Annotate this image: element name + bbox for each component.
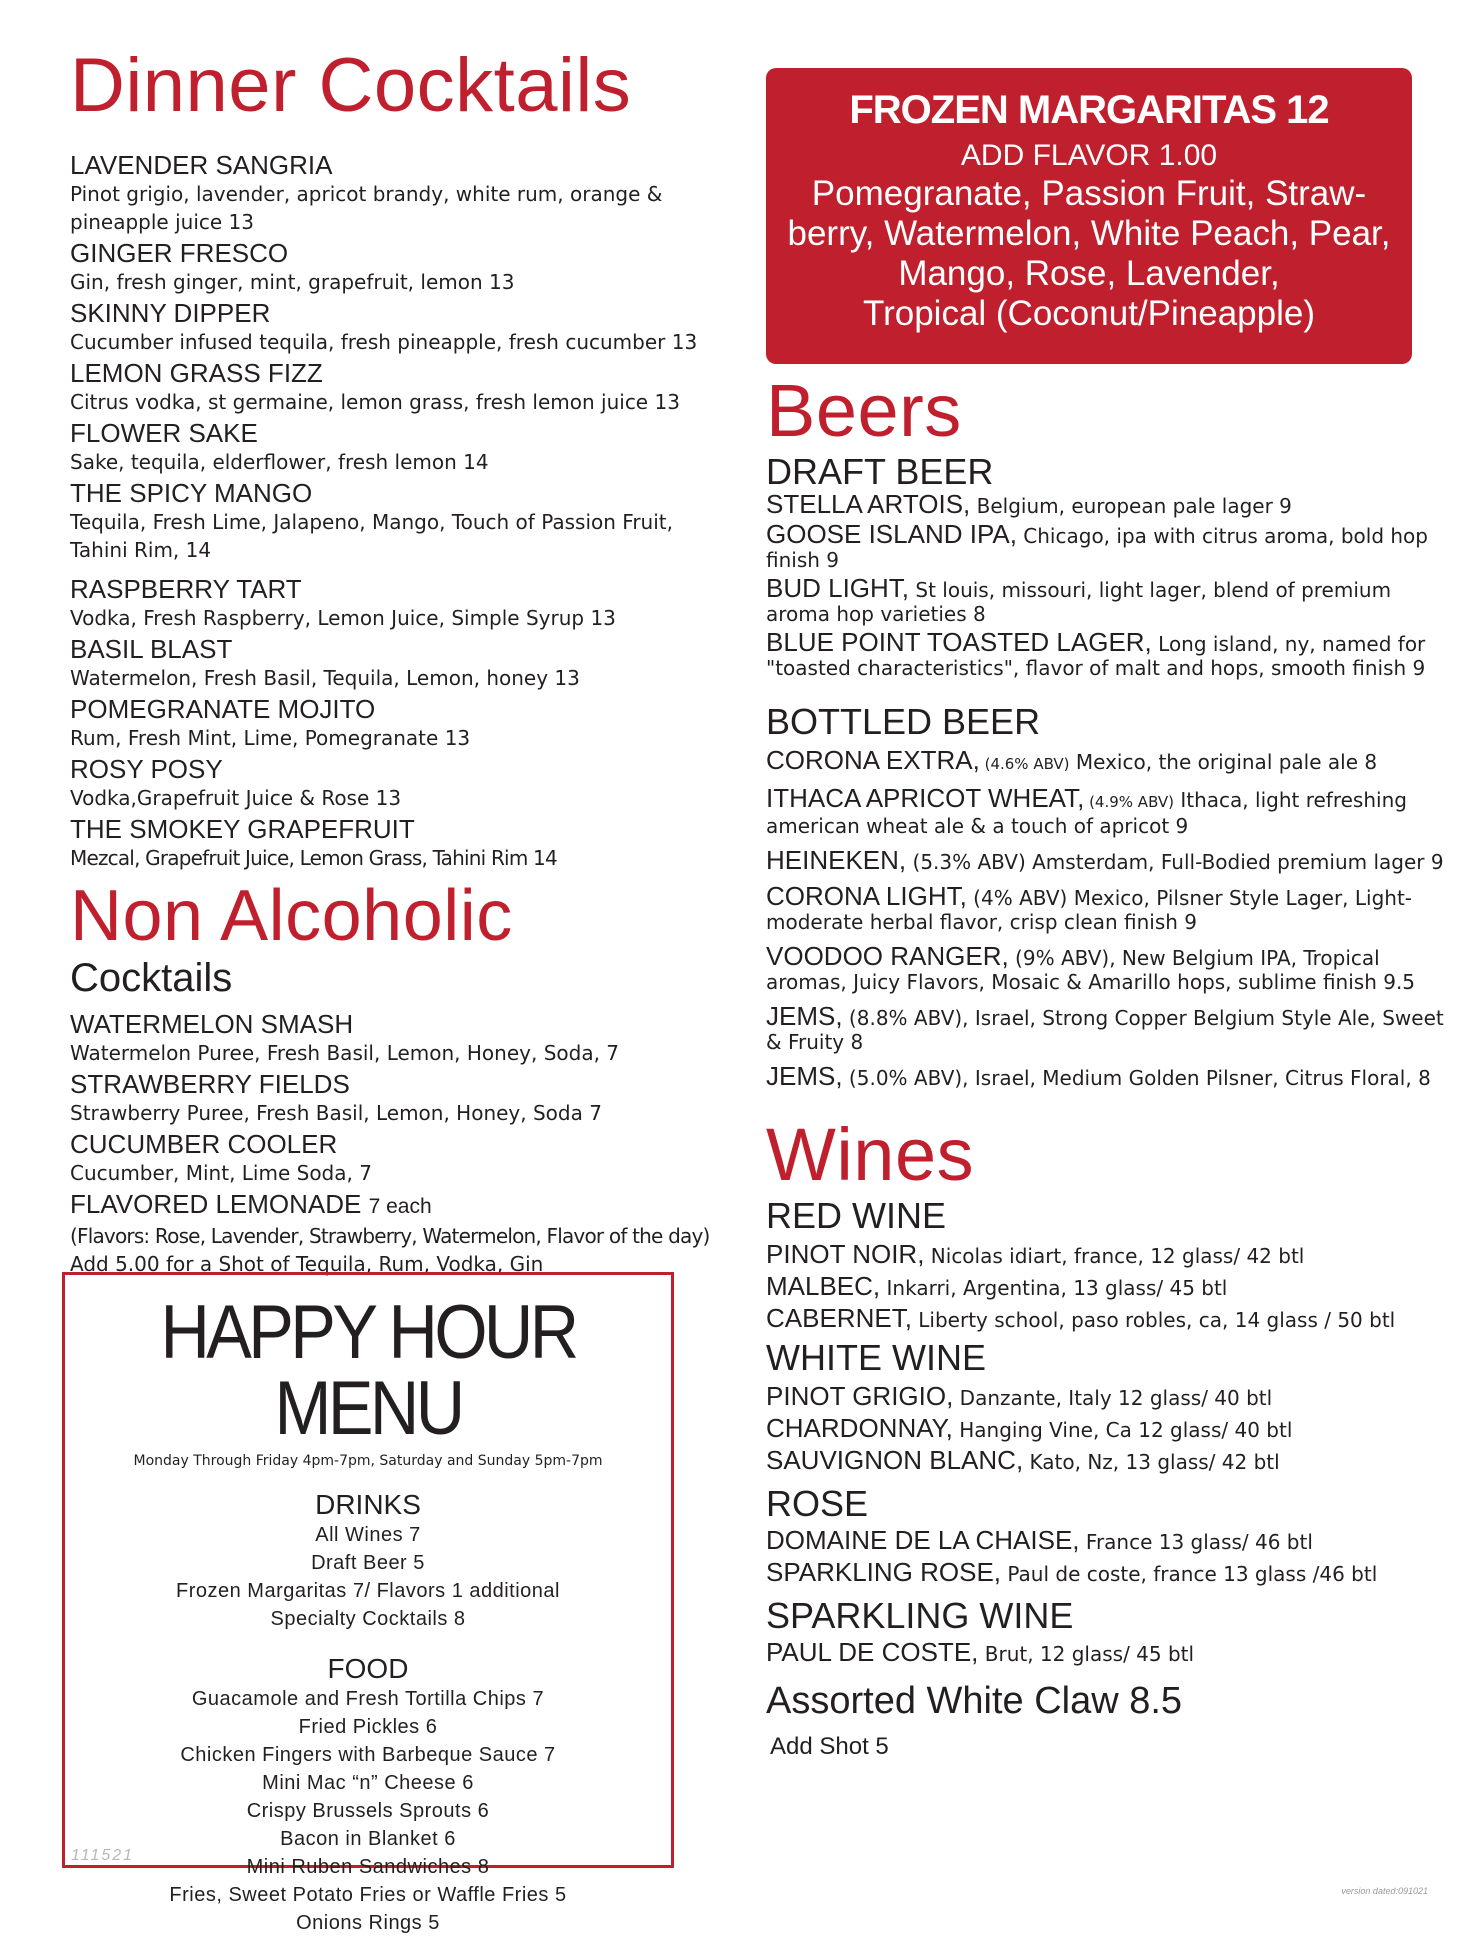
item-name: VOODOO RANGER, bbox=[766, 941, 1009, 971]
item-name: STRAWBERRY FIELDS bbox=[70, 1069, 350, 1099]
item-desc: Ithaca, light refreshing american wheat ale & a touch of apricot 9 bbox=[766, 788, 1407, 838]
item-name: ITHACA APRICOT WHEAT, bbox=[766, 783, 1085, 813]
item-desc: (8.8% ABV), Israel, Strong Copper Belgium Style Ale, Sweet & Fruity 8 bbox=[766, 1006, 1444, 1054]
item-desc: Vodka,Grapefruit Juice & Rose 13 bbox=[70, 786, 402, 810]
item-name: GOOSE ISLAND IPA, bbox=[766, 519, 1017, 549]
cocktail-item bbox=[70, 418, 710, 476]
frozen-add-flavor: ADD FLAVOR 1.00 bbox=[960, 139, 1218, 172]
cocktail-item bbox=[70, 358, 710, 416]
wine-item bbox=[766, 1557, 1456, 1587]
item-desc: (4% ABV) Mexico, Pilsner Style Lager, Light-moderate herbal flavor, crisp clean finish 9 bbox=[766, 886, 1413, 934]
item-desc: Cucumber infused tequila, fresh pineapple, fresh cucumber 13 bbox=[70, 330, 698, 354]
item-name: BLUE POINT TOASTED LAGER, bbox=[766, 627, 1152, 657]
drinks-heading: DRINKS bbox=[315, 1489, 421, 1520]
item-name: GINGER FRESCO bbox=[70, 238, 289, 268]
menu-code: 111521 bbox=[71, 1847, 135, 1864]
item-name: HEINEKEN, bbox=[766, 845, 907, 875]
cocktail-item bbox=[70, 298, 710, 356]
dinner-cocktails-heading: Dinner Cocktails bbox=[70, 43, 632, 128]
red-wine-list bbox=[766, 1239, 1456, 1333]
hh-drink-item: All Wines 7 bbox=[315, 1524, 421, 1546]
rose-heading: ROSE bbox=[766, 1483, 869, 1524]
hh-food-item: Guacamole and Fresh Tortilla Chips 7 bbox=[191, 1688, 545, 1710]
item-name: SKINNY DIPPER bbox=[70, 298, 271, 328]
frozen-title: FROZEN MARGARITAS 12 bbox=[849, 88, 1329, 132]
item-desc: (9% ABV), New Belgium IPA, Tropical aromas, Juicy Flavors, Mosaic & Amarillo hops, sublime finish 9.5 bbox=[766, 946, 1416, 994]
wine-item bbox=[766, 1637, 1456, 1667]
happy-hour-title: HAPPY HOUR MENU bbox=[160, 1290, 576, 1451]
beer-item bbox=[766, 941, 1456, 994]
item-desc: Gin, fresh ginger, mint, grapefruit, lemon 13 bbox=[70, 270, 515, 294]
item-desc: Nicolas idiart, france, 12 glass/ 42 btl bbox=[924, 1244, 1305, 1268]
mocktail-item bbox=[70, 1009, 710, 1067]
item-name: PAUL DE COSTE, bbox=[766, 1637, 979, 1667]
item-name: MALBEC, bbox=[766, 1271, 881, 1301]
item-desc: Sake, tequila, elderflower, fresh lemon 14 bbox=[70, 450, 489, 474]
cocktail-item bbox=[70, 478, 710, 564]
item-desc: Paul de coste, france 13 glass /46 btl bbox=[1001, 1562, 1378, 1586]
beer-item bbox=[766, 519, 1456, 572]
cocktail-item bbox=[70, 694, 710, 752]
item-name: JEMS, bbox=[766, 1001, 843, 1031]
wines-heading: Wines bbox=[766, 1113, 975, 1196]
draft-beer-heading: DRAFT BEER bbox=[766, 451, 994, 492]
sparkling-wine-heading: SPARKLING WINE bbox=[766, 1595, 1074, 1636]
add-shot-note: Add Shot 5 bbox=[770, 1733, 889, 1760]
wine-item bbox=[766, 1303, 1456, 1333]
happy-hour-schedule: Monday Through Friday 4pm-7pm, Saturday and Sunday 5pm-7pm bbox=[133, 1453, 603, 1469]
non-alcoholic-heading: Non Alcoholic bbox=[70, 876, 513, 956]
rose-list bbox=[766, 1525, 1456, 1587]
wine-item bbox=[766, 1239, 1456, 1269]
item-desc: Inkarri, Argentina, 13 glass/ 45 btl bbox=[880, 1276, 1228, 1300]
item-desc: Belgium, european pale lager 9 bbox=[970, 494, 1292, 518]
version-note: version dated:091021 bbox=[1341, 1886, 1428, 1896]
item-desc: Vodka, Fresh Raspberry, Lemon Juice, Simple Syrup 13 bbox=[70, 606, 616, 630]
item-name: LAVENDER SANGRIA bbox=[70, 150, 333, 180]
beer-item bbox=[766, 745, 1456, 776]
item-name: THE SMOKEY GRAPEFRUIT bbox=[70, 814, 415, 844]
item-desc: Mezcal, Grapefruit Juice, Lemon Grass, Tahini Rim 14 bbox=[70, 846, 557, 870]
red-wine-heading: RED WINE bbox=[766, 1195, 946, 1236]
item-desc: Citrus vodka, st germaine, lemon grass, fresh lemon juice 13 bbox=[70, 390, 680, 414]
beer-item bbox=[766, 489, 1456, 519]
item-abv: (4.6% ABV) bbox=[979, 755, 1070, 773]
item-name: CORONA LIGHT, bbox=[766, 881, 967, 911]
item-desc: Rum, Fresh Mint, Lime, Pomegranate 13 bbox=[70, 726, 471, 750]
item-desc: Brut, 12 glass/ 45 btl bbox=[978, 1642, 1195, 1666]
cocktail-item bbox=[70, 634, 710, 692]
item-desc: Long island, ny, named for "toasted characteristics", flavor of malt and hops, smooth finish 9 bbox=[766, 632, 1426, 680]
item-name: FLOWER SAKE bbox=[70, 418, 258, 448]
bottled-beer-heading: BOTTLED BEER bbox=[766, 701, 1041, 742]
dinner-cocktail-list bbox=[70, 150, 710, 872]
item-name: SPARKLING ROSE, bbox=[766, 1557, 1002, 1587]
frozen-flavors-line: Pomegranate, Passion Fruit, Straw- bbox=[811, 174, 1367, 213]
wine-item bbox=[766, 1445, 1456, 1475]
item-name: LEMON GRASS FIZZ bbox=[70, 358, 323, 388]
item-desc: Kato, Nz, 13 glass/ 42 btl bbox=[1023, 1450, 1280, 1474]
item-desc: France 13 glass/ 46 btl bbox=[1079, 1530, 1313, 1554]
frozen-margaritas-box bbox=[766, 68, 1412, 364]
frozen-flavors-line: berry, Watermelon, White Peach, Pear, bbox=[787, 214, 1391, 253]
item-name: WATERMELON SMASH bbox=[70, 1009, 354, 1039]
item-abv: (4.9% ABV) bbox=[1084, 793, 1175, 811]
hh-food-item: Fries, Sweet Potato Fries or Waffle Fries 5 bbox=[169, 1884, 567, 1906]
item-price: 7 each bbox=[368, 1195, 432, 1218]
item-name: PINOT GRIGIO, bbox=[766, 1381, 954, 1411]
cocktail-item bbox=[70, 238, 710, 296]
item-desc: Watermelon, Fresh Basil, Tequila, Lemon, honey 13 bbox=[70, 666, 580, 690]
white-claw-item: Assorted White Claw 8.5 bbox=[766, 1680, 1183, 1722]
wine-item bbox=[766, 1413, 1456, 1443]
beer-item bbox=[766, 1061, 1456, 1091]
item-desc: Pinot grigio, lavender, apricot brandy, white rum, orange & pineapple juice 13 bbox=[70, 182, 663, 234]
lemonade-flavors: (Flavors: Rose, Lavender, Strawberry, Watermelon, Flavor of the day) bbox=[70, 1224, 710, 1248]
hh-drink-item: Draft Beer 5 bbox=[311, 1552, 425, 1574]
hh-food-item: Fried Pickles 6 bbox=[298, 1716, 438, 1738]
item-name: CABERNET, bbox=[766, 1303, 912, 1333]
item-desc: Chicago, ipa with citrus aroma, bold hop finish 9 bbox=[766, 524, 1428, 572]
item-name: SAUVIGNON BLANC, bbox=[766, 1445, 1024, 1475]
item-name: PINOT NOIR, bbox=[766, 1239, 925, 1269]
left-column bbox=[70, 43, 710, 1280]
mocktail-item bbox=[70, 1069, 710, 1127]
item-name: RASPBERRY TART bbox=[70, 574, 302, 604]
happy-hour-box bbox=[62, 1272, 674, 1934]
hh-food-item: Bacon in Blanket 6 bbox=[280, 1828, 456, 1850]
hh-food-item: Crispy Brussels Sprouts 6 bbox=[246, 1800, 490, 1822]
beer-item bbox=[766, 1001, 1456, 1054]
hh-food-item: Mini Mac “n” Cheese 6 bbox=[262, 1772, 474, 1794]
item-name: JEMS, bbox=[766, 1061, 843, 1091]
mocktail-item bbox=[70, 1129, 710, 1187]
wine-item bbox=[766, 1525, 1456, 1555]
bottled-beer-list bbox=[766, 745, 1456, 1091]
item-name: CHARDONNAY, bbox=[766, 1413, 953, 1443]
hh-drink-item: Frozen Margaritas 7/ Flavors 1 additional bbox=[176, 1580, 560, 1602]
non-alcoholic-subheading: Cocktails bbox=[70, 956, 233, 1000]
item-desc: Mexico, the original pale ale 8 bbox=[1069, 750, 1378, 774]
white-wine-heading: WHITE WINE bbox=[766, 1337, 986, 1378]
item-desc: (5.3% ABV) Amsterdam, Full-Bodied premium lager 9 bbox=[906, 850, 1444, 874]
item-desc: (5.0% ABV), Israel, Medium Golden Pilsner, Citrus Floral, 8 bbox=[842, 1066, 1431, 1090]
hh-drink-item: Specialty Cocktails 8 bbox=[270, 1608, 466, 1630]
item-name: FLAVORED LEMONADE bbox=[70, 1189, 362, 1219]
item-name: STELLA ARTOIS, bbox=[766, 489, 971, 519]
hh-food-item: Chicken Fingers with Barbeque Sauce 7 bbox=[180, 1744, 556, 1766]
beer-item bbox=[766, 881, 1456, 934]
item-desc: Tequila, Fresh Lime, Jalapeno, Mango, Touch of Passion Fruit, Tahini Rim, 14 bbox=[70, 510, 673, 562]
item-name: ROSY POSY bbox=[70, 754, 223, 784]
sparkling-list bbox=[766, 1637, 1456, 1667]
item-desc: Cucumber, Mint, Lime Soda, 7 bbox=[70, 1161, 372, 1185]
item-desc: Watermelon Puree, Fresh Basil, Lemon, Honey, Soda, 7 bbox=[70, 1041, 620, 1065]
wine-item bbox=[766, 1271, 1456, 1301]
item-name: DOMAINE DE LA CHAISE, bbox=[766, 1525, 1080, 1555]
beer-item bbox=[766, 845, 1456, 875]
lemonade-addon: Add 5.00 for a Shot of Tequila, Rum, Vodka, Gin bbox=[70, 1252, 544, 1276]
item-desc: St louis, missouri, light lager, blend of premium aroma hop varieties 8 bbox=[766, 578, 1392, 626]
cocktail-item bbox=[70, 754, 710, 812]
food-heading: FOOD bbox=[327, 1653, 409, 1684]
frozen-flavors-line: Mango, Rose, Lavender, bbox=[898, 254, 1280, 293]
item-desc: Liberty school, paso robles, ca, 14 glass / 50 btl bbox=[911, 1308, 1396, 1332]
beer-item bbox=[766, 573, 1456, 626]
cocktail-item bbox=[70, 814, 710, 872]
beers-heading: Beers bbox=[766, 369, 962, 452]
hh-food-item: Mini Ruben Sandwiches 8 bbox=[246, 1856, 490, 1878]
beer-item bbox=[766, 627, 1456, 680]
item-name: BUD LIGHT, bbox=[766, 573, 910, 603]
item-name: THE SPICY MANGO bbox=[70, 478, 313, 508]
item-name: BASIL BLAST bbox=[70, 634, 233, 664]
right-column bbox=[766, 68, 1456, 1761]
item-desc: Hanging Vine, Ca 12 glass/ 40 btl bbox=[952, 1418, 1293, 1442]
cocktail-item bbox=[70, 150, 710, 236]
white-wine-list bbox=[766, 1381, 1456, 1475]
wine-item bbox=[766, 1381, 1456, 1411]
item-desc: Danzante, Italy 12 glass/ 40 btl bbox=[953, 1386, 1273, 1410]
item-name: CORONA EXTRA, bbox=[766, 745, 980, 775]
item-desc: Strawberry Puree, Fresh Basil, Lemon, Honey, Soda 7 bbox=[70, 1101, 602, 1125]
lemonade-item bbox=[70, 1189, 710, 1278]
beer-item bbox=[766, 783, 1456, 838]
hh-food-item: Onions Rings 5 bbox=[296, 1912, 440, 1934]
item-name: CUCUMBER COOLER bbox=[70, 1129, 338, 1159]
draft-beer-list bbox=[766, 489, 1456, 680]
frozen-flavors-line: Tropical (Coconut/Pineapple) bbox=[863, 294, 1315, 333]
item-name: POMEGRANATE MOJITO bbox=[70, 694, 376, 724]
non-alcoholic-list bbox=[70, 1009, 710, 1278]
cocktail-item bbox=[70, 574, 710, 632]
